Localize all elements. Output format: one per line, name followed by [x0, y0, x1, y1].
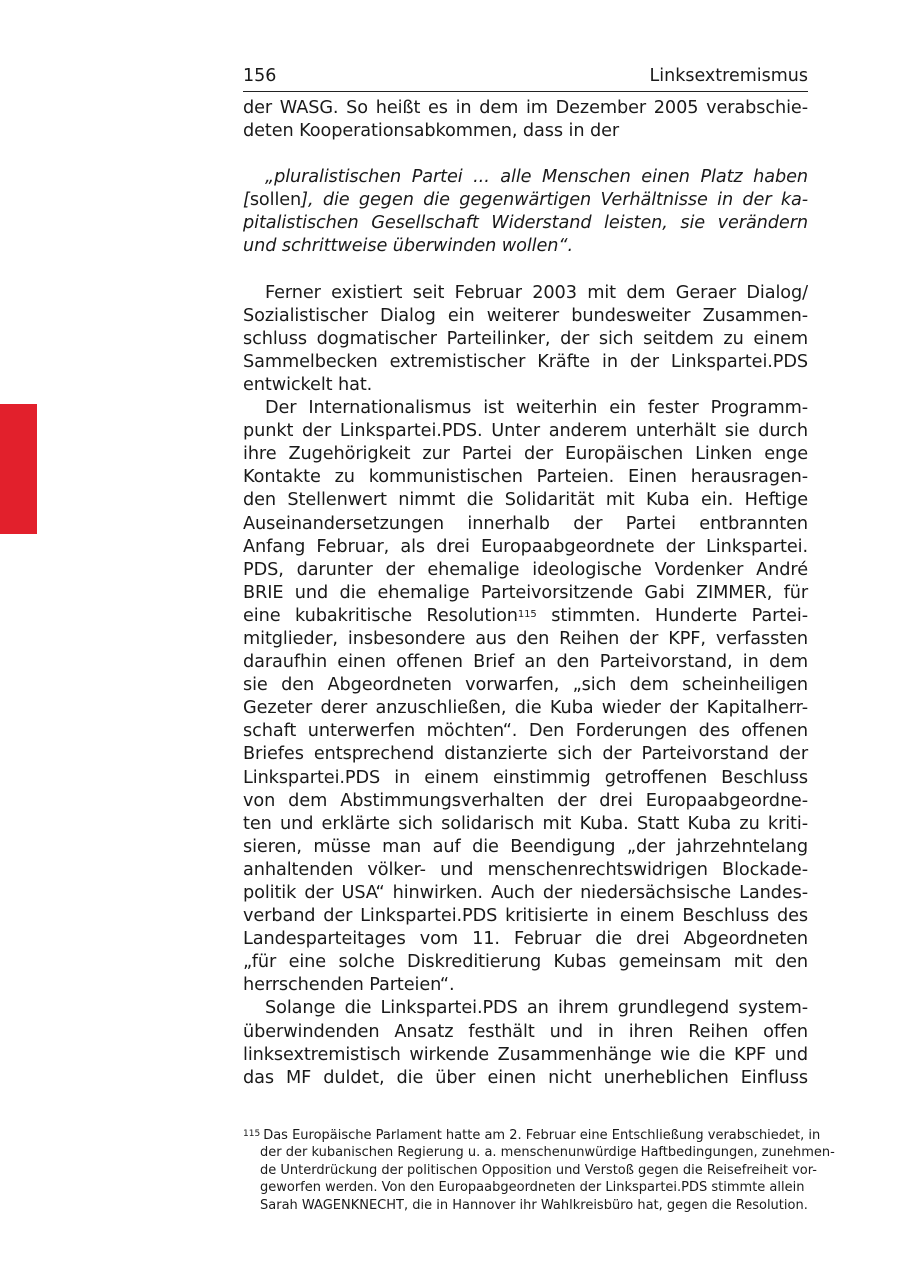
text-line: überwindenden Ansatz festhält und in ihren Reihen offen — [243, 1021, 808, 1042]
footnote-line: der der kubanischen Regierung u. a. menschenunwürdige Haftbedingungen, zunehmen- — [260, 1145, 835, 1161]
text-line: Der Internationalismus ist weiterhin ein fester Programm- — [265, 398, 808, 419]
text-line: anhaltenden völker- und menschenrechtswidrigen Blockade- — [243, 859, 808, 880]
text-line: schluss dogmatischer Parteilinker, der sich seitdem zu einem — [243, 328, 808, 349]
text-line: Linkspartei.PDS in einem einstimmig getroffenen Beschluss — [243, 767, 808, 788]
text-line: verband der Linkspartei.PDS kritisierte in einem Beschluss des — [243, 906, 808, 927]
text-line: herrschenden Parteien“. — [243, 975, 455, 996]
text-line: Auseinandersetzungen innerhalb der Partei entbrannten — [243, 513, 808, 534]
text-line: punkt der Linkspartei.PDS. Unter anderem unterhält sie durch — [243, 421, 808, 442]
text-line: daraufhin einen offenen Brief an den Parteivorstand, in dem — [243, 652, 808, 673]
text-line: Anfang Februar, als drei Europaabgeordnete der Linkspartei. — [243, 536, 808, 557]
paragraph-geraer-dialog — [243, 282, 808, 397]
text-line: deten Kooperationsabkommen, dass in der — [243, 121, 620, 142]
text-line: PDS, darunter der ehemalige ideologische Vordenker André — [243, 559, 808, 580]
text-line: BRIE und die ehemalige Parteivorsitzende Gabi ZIMMER, für — [243, 582, 808, 603]
running-title: Linksextremismus — [649, 66, 808, 86]
intro-paragraph — [243, 97, 808, 143]
footnote-number: 115 — [243, 1129, 261, 1139]
text-line: politik der USA“ hinwirken. Auch der niedersächsische Landes- — [243, 883, 808, 903]
text-line: ten und erklärte sich solidarisch mit Kuba. Statt Kuba zu kriti- — [243, 813, 808, 834]
text-line: Landesparteitages vom 11. Februar die drei Abgeordneten — [243, 929, 808, 950]
text-line: entwickelt hat. — [243, 374, 373, 395]
footnote-line: Sarah WAGENKNECHT, die in Hannover ihr Wahlkreisbüro hat, gegen die Resolution. — [260, 1197, 808, 1213]
text-line: eine kubakritische Resolution$^{115}$ stimmten. Hunderte Partei- — [243, 605, 809, 626]
quote-line: pitalistischen Gesellschaft Widerstand leisten, sie verändern — [243, 213, 808, 234]
text-line: Gezeter derer anzuschließen, die Kuba wieder der Kapitalherr- — [243, 698, 808, 719]
chapter-edge-marker — [0, 404, 37, 534]
text-line: Solange die Linkspartei.PDS an ihrem grundlegend system- — [265, 998, 808, 1019]
text-line: sieren, müsse man auf die Beendigung „der jahrzehntelang — [243, 836, 808, 857]
text-line: schaft unterwerfen möchten“. Den Forderungen des offenen — [243, 721, 808, 742]
text-line: den Stellenwert nimmt die Solidarität mit Kuba ein. Heftige — [243, 490, 808, 511]
text-line: Briefes entsprechend distanzierte sich der Parteivorstand der — [243, 744, 808, 765]
footnote-line: $^{115}$ Das Europäische Parlament hatte am 2. Februar eine Entschließung verabschiedet, in — [243, 1128, 821, 1143]
text-line: das MF duldet, die über einen nicht unerheblichen Einfluss — [243, 1067, 808, 1088]
quote-line: und schrittweise überwinden wollen“. — [243, 236, 573, 257]
block-quote — [243, 166, 808, 258]
text-line: Kontakte zu kommunistischen Parteien. Einen herausragen- — [243, 467, 808, 488]
text-line: mitglieder, insbesondere aus den Reihen der KPF, verfassten — [243, 628, 808, 649]
footnote-reference[interactable]: 115 — [517, 608, 537, 620]
footnote-line: geworfen werden. Von den Europaabgeordneten der Linkspartei.PDS stimmte allein — [260, 1180, 805, 1196]
footnote-line: de Unterdrückung der politischen Opposition und Verstoß gegen die Reisefreiheit vor- — [260, 1162, 817, 1178]
text-line: linksextremistisch wirkende Zusammenhänge wie die KPF und — [243, 1044, 808, 1065]
text-line: ihre Zugehörigkeit zur Partei der Europäischen Linken enge — [243, 444, 808, 465]
text-line: „für eine solche Diskreditierung Kubas gemeinsam mit den — [243, 952, 808, 973]
quote-line: „pluralistischen Partei ... alle Menschen einen Platz haben — [265, 167, 808, 188]
text-line: der WASG. So heißt es in dem im Dezember 2005 verabschie- — [243, 98, 808, 118]
text-line: sie den Abgeordneten vorwarfen, „sich dem scheinheiligen — [243, 675, 808, 696]
page-header — [243, 64, 808, 92]
text-line: Sozialistischer Dialog ein weiterer bundesweiter Zusammen- — [243, 305, 808, 326]
text-line: Sammelbecken extremistischer Kräfte in der Linkspartei.PDS — [243, 351, 808, 372]
page-number: 156 — [243, 66, 277, 86]
paragraph-internationalismus — [243, 397, 808, 997]
text-line: Ferner existiert seit Februar 2003 mit dem Geraer Dialog/ — [265, 282, 808, 303]
paragraph-solange — [243, 997, 808, 1089]
quote-line: [sollen], die gegen die gegenwärtigen Verhältnisse in der ka- — [243, 190, 808, 211]
body-text — [243, 97, 808, 1090]
footnote — [243, 1127, 835, 1214]
text-line: von dem Abstimmungsverhalten der drei Europaabgeordne- — [243, 790, 808, 811]
